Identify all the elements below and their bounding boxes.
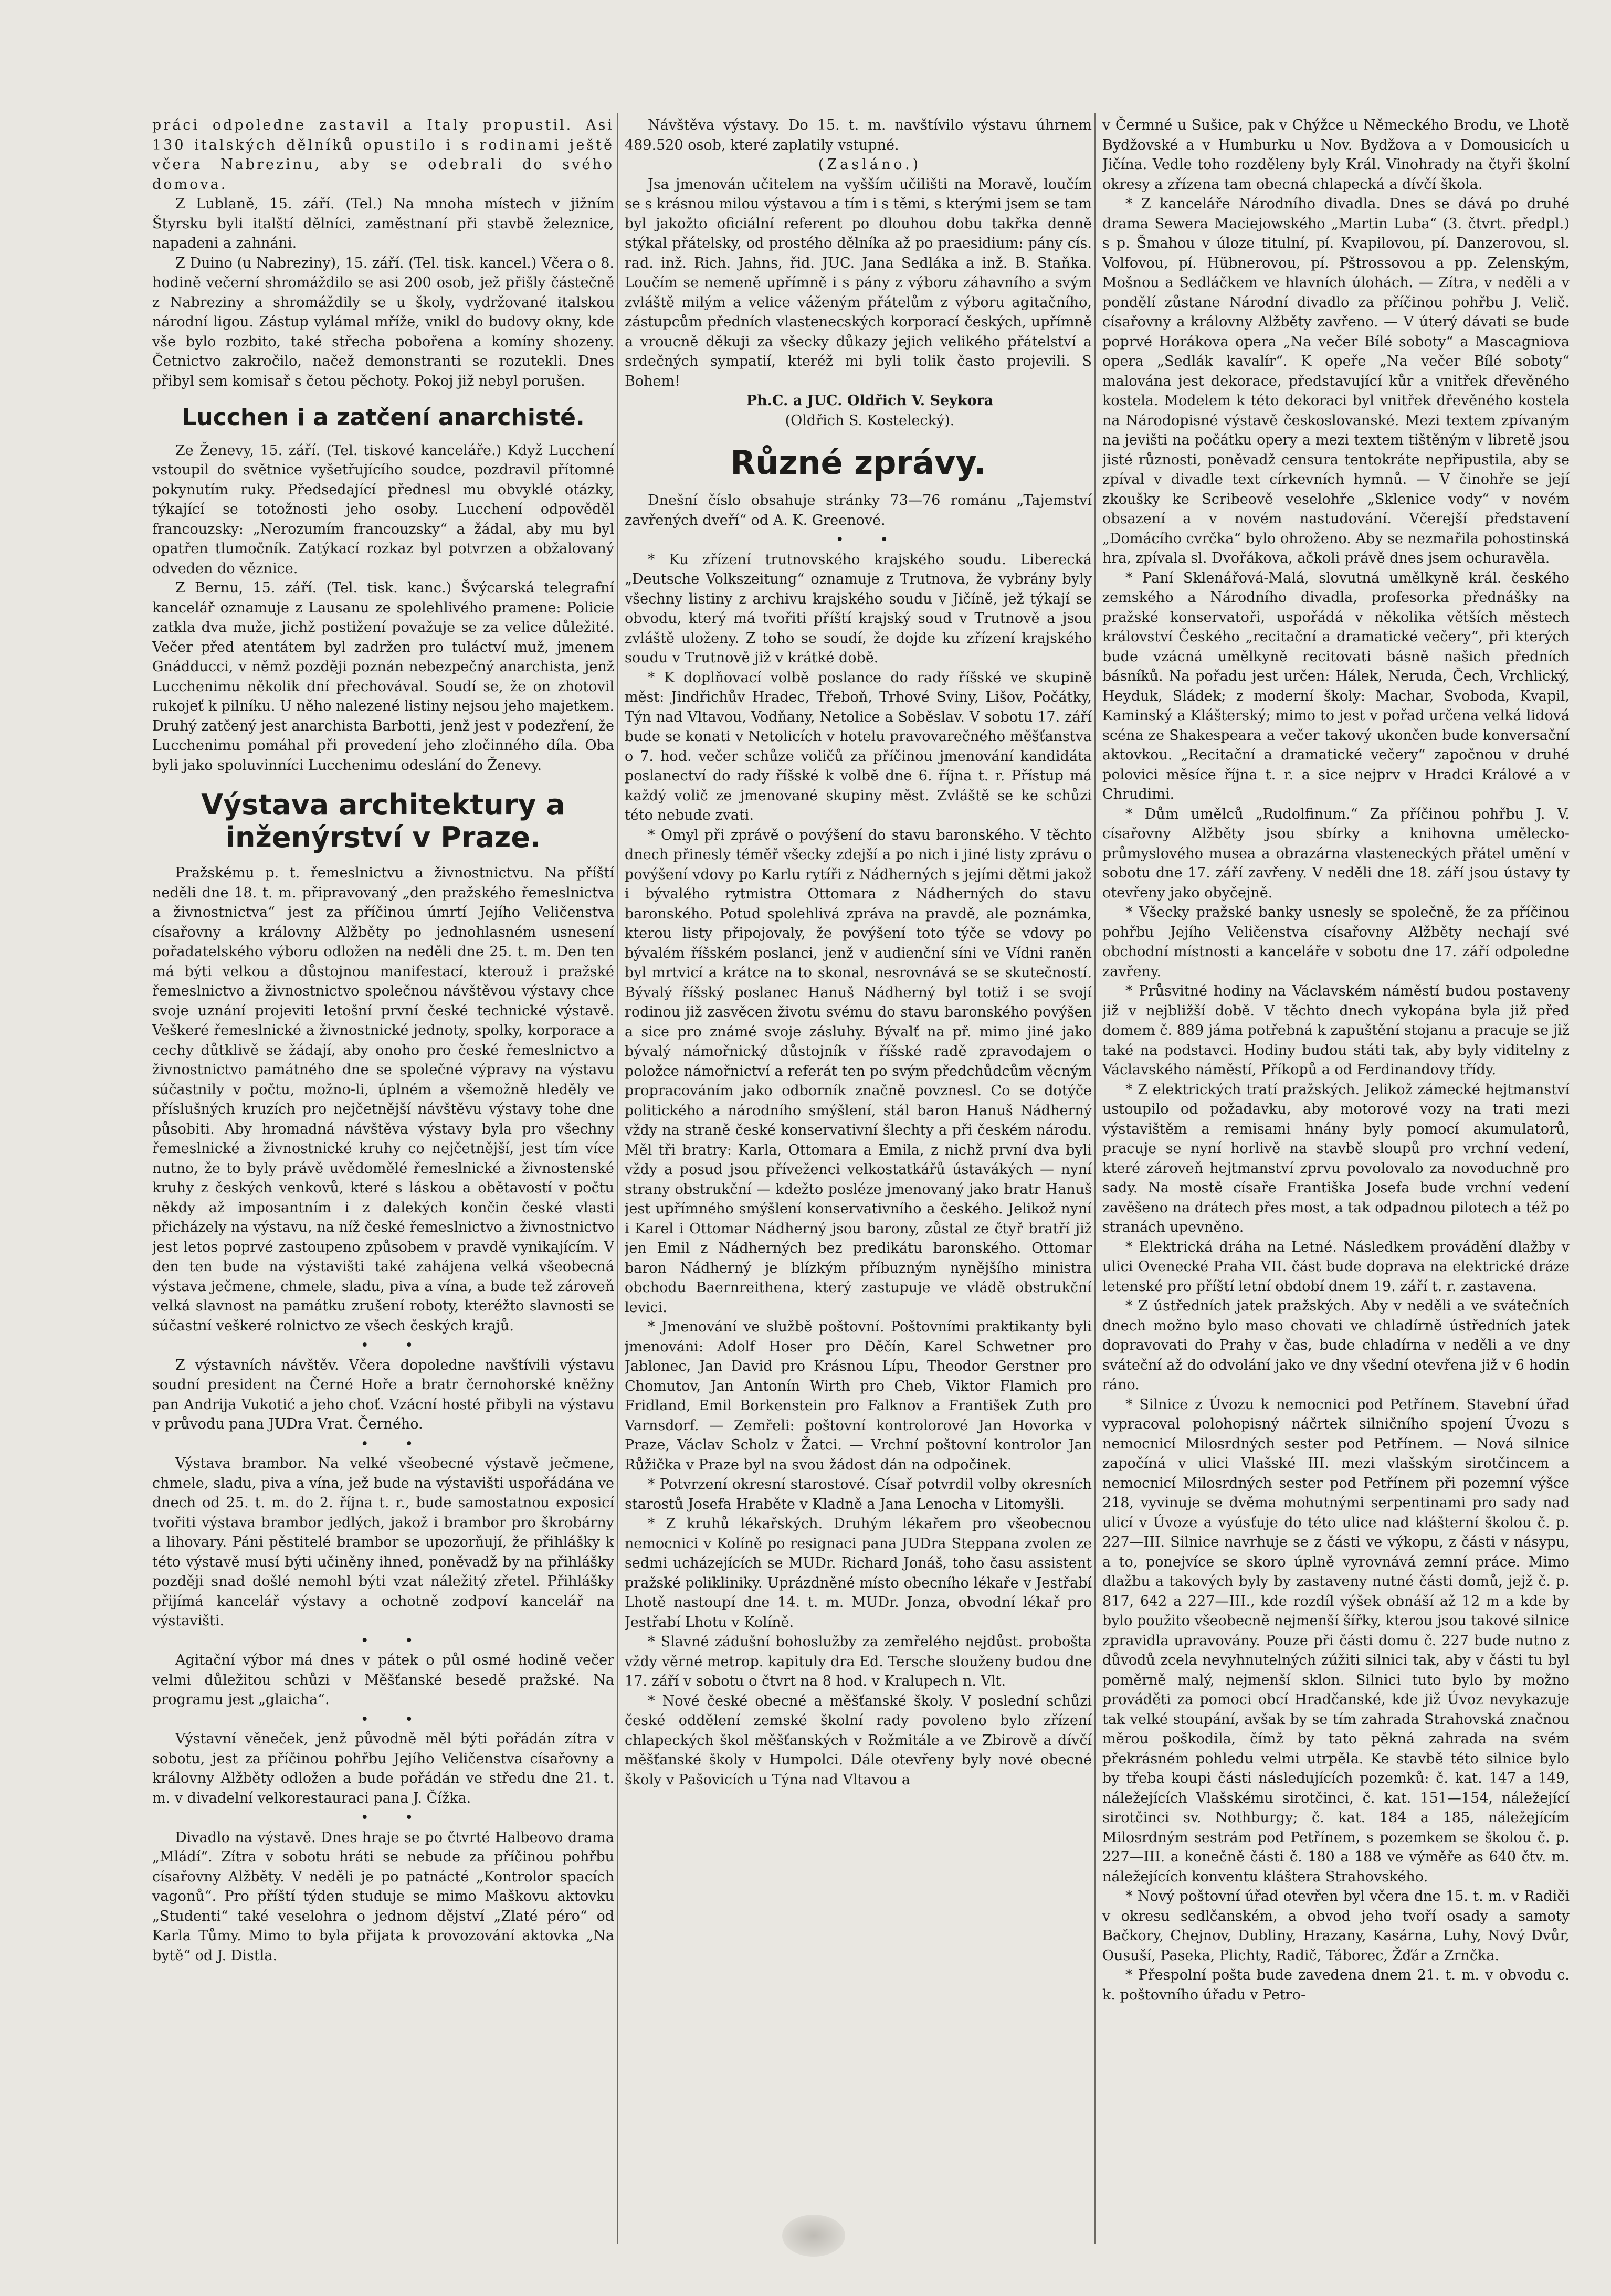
news-item-narodni-divadlo: * Z kanceláře Národního divadla. Dnes se dává po druhé drama Sewera Maciejowského „Martin Luba“ (3. čtvrt. předpl.) s p. Šmahou v úloze titulní, pí. Kvapilovou, pí. Danzerovou, sl. Volfovou, pí. Hübnerovou, pí. Pštrossovou a pp. Zelenským, Mošnou a Sedláčkem ve hlavních úlohách. — Zítra, v neděli a v pondělí zůstane Národní divadlo za příčinou pohřbu J. Velič. císařovny a královny Alžběty zavřeno. — V úterý dávati se bude poprvé Horákova opera „Na večer Bílé soboty“ a Mascagniova opera „Sedlák kavalír“. K opeře „Na večer Bílé soboty“ malována jest dekorace, představující kůr a vnitřek dřevěného kostela. Modelem k této dekoraci byl vnitřek dřevěného kostela na Národopisné výstavě českoslovanské. Mezi textem zpívaným na jevišti na počátku opery a mezi textem tištěným v libretě jsou jisté různosti, poněvadž censura tentokráte nepřipustila, aby se zpíval v divadle text církevních hymnů. — V činohře se její zkoušky ke Scribeově veselohře „Sklenice vody“ v novém obsazení a v novém nastudování. Včerejší představení „Domácího cvrčka“ bylo ohroženo. Aby se nezmařila pohostinská hra, zpívala sl. Dvořákova, ačkoli právě dnes jsem ochuravěla. [1102, 196, 1570, 566]
separator: • • [360, 1810, 429, 1826]
news-item-agitacni-vybor: Agitační výbor má dnes v pátek o půl osmé hodině večer velmi důležitou schůzi v Měšťanské besedě pražské. Na programu jest „glaicha“. [152, 1652, 614, 1708]
column-1 [152, 115, 614, 2236]
letter-signature: Ph.C. a JUC. Oldřich V. Seykora [746, 393, 994, 409]
letter-zaslano: Jsa jmenován učitelem na vyšším učilišti na Moravě, loučím se s krásnou milou výstavou a tím i s těmi, s kterými jsem se tam byl jakožto oficiální referent po dlouhou dobu takřka denně stýkal přátelsky, od prostého dělníka až po praesidium: pány cís. rad. inž. Rich. Jahns, řid. JUC. Jana Sedláka a inž. B. Staňka. Loučím se nemeně upřímně i s pány z výboru záhavního a svým zvláště milým a velice váženým přátelům z výboru agitačního, zástupcům předních vlastenecských korporací českých, upřímně a vroucně děkuji za všecky důkazy jejich velikého přátelství a srdečných sympatií, kteréž mi byli tolik často projevili. S Bohem! [625, 176, 1092, 389]
separator: • • [360, 1711, 429, 1728]
article-continuation: práci odpoledne zastavil a Italy propustil. Asi 130 italských dělníků opustilo i s rodinami ještě včera Nabrezinu, aby se odebrali do svého domova. [152, 117, 614, 193]
ink-smudge-mark [782, 2215, 845, 2257]
news-item-skoly-continued: v Čermné u Sušice, pak v Chýžce u Německého Brodu, ve Lhotě Bydžovské a v Humburku u Nov. Bydžova a v Domousicích u Jičína. Vedle toho rozděleny byly Král. Vinohrady na čtyři školní okresy a zřízena tam obecná chlapecká a dívčí škola. [1102, 117, 1570, 193]
news-item-trutnov: * Ku zřízení trutnovského krajského soudu. Liberecká „Deutsche Volkszeitung“ oznamuje z Trutnova, že vybrány byly všechny listiny z archivu krajského soudu v Jičíně, jež týkají se obvodu, který má tvořiti příští krajský soud v Trutnově a jsou zvláště uloženy. Z toho se soudí, že dojde ku zřízení krajského soudu v Trutnově již v krátké době. [625, 551, 1092, 666]
separator: • • [360, 1337, 429, 1354]
news-item-duino: Z Duino (u Nabreziny), 15. září. (Tel. tisk. kancel.) Včera o 8. hodině večerní shromáždilo se asi 200 osob, jež přišly částečně z Nabreziny a shromáždily se u školy, vydržované italskou národní ligou. Zástup vylámal mříže, vnikl do budovy okny, kde vše bylo rozbito, také střecha pobořena a komíny shozeny. Četnictvo zakročilo, načež demonstranti se rozutekli. Dnes přibyl sem komisař s četou pěchoty. Pokoj již nebyl porušen. [152, 255, 614, 389]
headline-vystava-architektury: Výstava architektury a inženýrství v Praze. [201, 788, 565, 854]
news-item-vystavni-navstevy: Z výstavních návštěv. Včera dopoledne navštívili výstavu soudní president na Černé Hoře a bratr černohorské kněžny pan Andrija Vukotić a jeho choť. Vzácní hosté přibyli na výstavu v průvodu pana JUDra Vrat. Černého. [152, 1357, 614, 1433]
section-title-ruzne-zpravy: Různé zprávy. [730, 443, 986, 482]
column-rule-2 [1094, 113, 1096, 2244]
news-item-roman: Dnešní číslo obsahuje stránky 73—76 románu „Tajemství zavřených dveří“ od A. K. Greenové. [625, 492, 1092, 528]
column-grid [152, 115, 1574, 2236]
news-item-elektricke-trate: * Z elektrických tratí pražských. Jelikož zámecké hejtmanství ustoupilo od požadavku, aby motorové vozy na trati mezi výstavištěm a remisami hnány byly pomocí akumulatorů, pracuje se nyní horlivě na stavbě sloupů pro vrchní vedení, které zároveň hejtmanství zprvu povolovalo za novoduchně pro sady. Na mostě císaře Františka Josefa bude vrchní vedení zavěšeno na drátech přes most, a tak odpadnou pilotech a též po stranách upevněno. [1102, 1081, 1570, 1235]
news-item-zeneva: Ze Ženevy, 15. září. (Tel. tiskové kanceláře.) Když Lucchení vstoupil do světnice vyšetřujícího soudce, pozdravil přítomné pokynutím ruky. Předsedající přednesl mu obvyklé otázky, týkající se totožnosti jeho osoby. Lucchení odpověděl francouzsky: „Nerozumím francouzsky“ a žádal, aby mu byl opatřen tlumočník. Zatýkací rozkaz byl potvrzen a obžalovaný odveden do věznice. [152, 442, 614, 577]
news-item-starostove: * Potvrzení okresní starostové. Císař potvrdil volby okresních starostů Josefa Hraběte v Kladně a Jana Lenocha v Litomyšli. [625, 1476, 1092, 1512]
letter-signature-alias: (Oldřich S. Kostelecký). [785, 412, 955, 429]
news-item-rudolfinum: * Dům umělců „Rudolfinum.“ Za příčinou pohřbu J. V. císařovny Alžběty jsou sbírky a knihovna umělecko-průmyslového musea a obrazárna vlasteneckých přátel umění v sobotu dne 17. září zavřeny. V neděli dne 18. září jsou ústavy ty otevřeny jako obyčejně. [1102, 806, 1570, 901]
column-3 [1102, 115, 1570, 2236]
news-item-remeslnictvo: Pražskému p. t. řemeslnictvu a živnostnictvu. Na příští neděli dne 18. t. m. připravovaný „den pražského řemeslnictva a živnostnictva“ jest za příčinou úmrtí Jejího Veličenstva císařovny a královny Alžběty po jednohlasném usnesení pořadatelského výboru odložen na neděli dne 25. t. m. Den ten má býti velkou a důstojnou manifestací, kterouž i pražské řemeslnictvo a živnostnictvo společnou návštěvou výstavy chce svoje uznání projeviti letošní první české technické výstavě. Veškeré řemeslnické a živnostnické jednoty, spolky, korporace a cechy důtklivě se žádají, aby onoho pro české řemeslnictvo a živnostnictvo památného dne se společné výpravy na výstavu súčastnily v počtu, možno-li, úplném a všemožně hleděly ve příslušných kruzích pro nejčetnější návštěvu výstavy tohe dne působiti. Aby hromadná návštěva výstavy byla pro všechny řemeslnické a živnostnické kruhy co nejčetnější, jest tím více nutno, že to byly právě uvědomělé řemeslnické a živnostenské kruhy z českých venkovů, které s láskou a obětavostí v počtu někdy až imposantním i z dalekých končin české vlasti přicházely na výstavu, na níž české řemeslnictvo a živnostnictvo jest letos poprvé zastoupeno způsobem v pravdě vynikajícím. V den ten bude na výstavišti také zahájena velká všeobecná výstava ječmene, chmele, sladu, piva a vína, a bude tež zároveň velká slavnost na památku zrušení roboty, kteréžto slavnosti se súčastní veškeré rolnictvo ze všech českých krajů. [152, 865, 614, 1334]
news-item-banky: * Všecky pražské banky usnesly se společně, že za příčinou pohřbu Jejího Veličenstva císařovny Alžběty nechají své obchodní místnosti a kanceláře v sobotu dne 17. září odpoledne zavřeny. [1102, 904, 1570, 980]
separator: • • [360, 1435, 429, 1452]
separator: • • [835, 532, 904, 548]
column-rule-1 [617, 113, 618, 2244]
news-item-letna: * Elektrická dráha na Letné. Následkem provádění dlažby v ulici Ovenecké Praha VII. část bude doprava na elektrické dráze letenské pro příští letní období dnem 19. září t. r. zastavena. [1102, 1239, 1570, 1295]
news-item-prespolni-posta: * Přespolní pošta bude zavedena dnem 21. t. m. v obvodu c. k. poštovního úřadu v Petro- [1102, 1967, 1570, 2003]
news-item-bohosluzby: * Slavné zádušní bohoslužby za zemřelého nejdůst. probošta vždy věrné metrop. kapituly dra Ed. Tersche slouženy budou dne 17. září v sobotu o čtvrt na 8 hod. v Kralupech n. Vlt. [625, 1634, 1092, 1690]
news-item-hodiny: * Průsvitné hodiny na Václavském náměstí budou postaveny již v nejbližší době. V těchto dnech vykopána byla již před domem č. 889 jáma potřebná k zapuštění stojanu a pracuje se již také na podstavci. Hodiny budou státi tak, aby byly viditelny z Václavského náměstí, Příkopů a od Ferdinandovy třídy. [1102, 983, 1570, 1078]
news-item-bern: Z Bernu, 15. září. (Tel. tisk. kanc.) Švýcarská telegrafní kancelář oznamuje z Lausanu ze spolehlivého pramene: Policie zatkla dva muže, jichž postižení považuje se za velice důležité. Večer před atentátem byl zadržen pro tuláctví muž, jmenem Gnádducci, v němž později poznán nebezpečný anarchista, jenž Lucchenimu několik dní přechovával. Soudí se, že on zhotovil rukojeť k pilníku. U něho nalezené listiny nejsou jeho majetkem. Druhý zatčený jest anarchista Barbotti, jenž jest v podezření, že Lucchenimu pomáhal při provedení jeho zločinného díla. Oba byli jako spoluvinníci Lucchenimu odeslání do Ženevy. [152, 580, 614, 774]
news-item-divadlo: Divadlo na výstavě. Dnes hraje se po čtvrté Halbeovo drama „Mládí“. Zítra v sobotu hráti se nebude za příčinou pohřbu císařovny Alžběty. V neděli je po patnácté „Kontrolor spacích vagonů“. Pro příští týden studuje se mimo Maškovu aktovku „Studenti“ také veselohra o jednom dějství „Zlaté péro“ od Karla Tůmy. Mimo to byla přijata k provozování aktovka „Na bytě“ od J. Distla. [152, 1829, 614, 1964]
news-item-navsteva-vystavy: Návštěva výstavy. Do 15. t. m. navštívilo výstavu úhrnem 489.520 osob, které zaplatily vstupné. [625, 117, 1092, 153]
news-item-vystavni-venecek: Výstavní věneček, jenž původně měl býti pořádán zítra v sobotu, jest za příčinou pohřbu Jejího Veličenstva císařovny a královny Alžběty odložen a bude pořádán ve středu dne 21. t. m. v divadelní velkorestauraci pana J. Čížka. [152, 1731, 614, 1806]
news-item-lublan: Z Lublaně, 15. září. (Tel.) Na mnoha místech v jižním Štyrsku byli italští dělníci, zaměstnaní při stavbě železnice, napadeni a zahnáni. [152, 196, 614, 251]
news-item-skoly: * Nové české obecné a měšťanské školy. V poslední schůzi české oddělení zemské školní rady povoleno bylo zřízení chlapeckých škol měšťanských v Rožmitále a ve Zbirově a dívčí měšťanské školy v Humpolci. Dále otevřeny byly nové obecné školy v Pašovicích u Týna nad Vltavou a [625, 1692, 1092, 1788]
news-item-vystava-brambor: Výstava brambor. Na velké všeobecné výstavě ječmene, chmele, sladu, piva a vína, jež bude na výstavišti uspořádána ve dnech od 25. t. m. do 2. října t. r., bude samostatnou exposicí tvořiti výstava brambor jedlých, jakož i brambor pro škrobárny a lihovary. Páni pěstitelé brambor se upozorňují, že přihlášky k této výstavě musí býti učiněny ihned, poněvadž by na přihlášky později snad došlé nemohl býti vzat náležitý zřetel. Přihlášky přijímá kancelář výstavy a ochotně zodpoví kancelář na výstavišti. [152, 1455, 614, 1630]
column-2 [625, 115, 1092, 2236]
news-item-doplnovaci-volba: * K doplňovací volbě poslance do rady říšské ve skupině měst: Jindřichův Hradec, Třeboň, Trhové Sviny, Lišov, Počátky, Týn nad Vltavou, Vodňany, Netolice a Soběslav. V sobotu 17. září bude se konati v Netolicích v hotelu pravovarečného měšťanstva o 7. hod. večer schůze voličů za příčinou jmenování kandidáta poslanectví do rady říšské k volbě dne 6. října t. r. Přístup má každý volič ze jmenované skupiny měst. Zvláště se ke schůzi této nebude zvati. [625, 669, 1092, 824]
news-item-omyl: * Omyl při zprávě o povýšení do stavu baronského. V těchto dnech přinesly téměř všecky zdejší a po nich i jiné listy zprávu o povýšení vdovy po Karlu rytíři z Nádherných s jejími dětmi jakož i bývalého rytmistra Ottomara z Nádherných do stavu baronského. Potud spolehlivá zpráva na pravdě, ale poznámka, kterou listy připojovaly, že povýšení toto týče se vdovy po bývalém říšském poslanci, jenž v audienční síni ve Vídni raněn byl mrtvicí a krátce na to skonal, nesrovnává se se skutečností. Bývalý říšský poslanec Hanuš Nádherný byl totiž i se svojí rodinou již zasvěcen životu svému do stavu baronského povýšen a sice pro známé svoje zásluhy. Bývalť na př. mimo jiné jako bývalý námořnický důstojník v říšské radě zpravodajem o položce námořnictví a referát ten po svým předchůdcům věcným propracováním jako odborník značně povznesl. Co se dotýče politického a národního smýšlení, stál baron Hanuš Nádherný vždy na straně české konservativní šlechty a při českém národu. Měl tři bratry: Karla, Ottomara a Emila, z nichž první dva byli vždy a posud jsou příveženci velkostatkářů ústavákých — nyní strany obstrukční — kdežto posléze jmenovaný jako bratr Hanuš jest upřímného smýšlení konservativního a českého. Jelikož nyní i Karel i Ottomar Nádherný jsou barony, zůstal ze čtyř bratří již jen Emil z Nádherných bez predikátu baronského. Ottomar baron Nádherný je blízkým příbuzným nynějšího ministra obchodu Baernreithena, který zastupuje ve vládě obstrukční levici. [625, 827, 1092, 1316]
news-item-silnice-uvoz: * Silnice z Úvozu k nemocnici pod Petřínem. Stavební úřad vypracoval polohopisný náčrtek silničního spojení Úvozu s nemocnicí Milosrdných sester pod Petřínem. — Nová silnice započíná v ulici Vlašské III. mezi vlašským sirotčincem a nemocnicí Milosrdných sester pod Petřínem při pozemní výšce 218, vyvinuje se dvěma mohutnými serpentinami pro sady nad ulicí v Úvoze a vyúsťuje do této ulice nad klášterní školou č. p. 227—III. Silnice navrhuje se z části ve výkopu, z části v násypu, a to, ponejvíce se skoro úplně vyrovnává zemní práce. Mimo dlažbu a takových byly by zastaveny nutné části domů, jejž č. p. 817, 642 a 227—III., kde rozdíl výšek obnáší až 12 m a kde by bylo použito všeobecně nejmenší šířky, kterou jsou takové silnice zpravidla upravovány. Pouze při části domu č. 227 bude nutno z důvodů zcela nevyhnutelných zúžiti silnici tak, aby v části tu byl poměrně malý, nejmenší sklon. Silnici tuto bylo by možno prováděti za pomoci obcí Hradčanské, kde již Úvoz nevykazuje tak velké stoupání, avšak by se tím zahrada Strahovská značnou měrou poškodila, čímž by tato pěkná zahrada na svém překrásném pohledu velmi utrpěla. Ke stavbě této silnice bylo by třeba koupi části následujících pozemků: č. kat. 147 a 149, náležejících Vlašskému sirotčinci, č. kat. 151—154, náležející sirotčinci sv. Nothburgy; č. kat. 184 a 185, náležejícím Milosrdným sestrám pod Petřínem, s pozemkem se školou č. p. 227—III. a konečně části č. 180 a 188 ve výměře as 640 čtv. m. náležejících konventu kláštera Strahovského. [1102, 1396, 1570, 1885]
separator: • • [360, 1632, 429, 1649]
news-item-postovni-urad: * Nový poštovní úřad otevřen byl včera dne 15. t. m. v Radiči v okresu sedlčanském, a obvod jeho tvoří osady a samoty Bačkory, Chejnov, Dubliny, Hrazany, Kasárna, Luhy, Nový Dvůr, Ousuší, Paseka, Plichty, Radič, Táborec, Žďár a Zrnčka. [1102, 1888, 1570, 1964]
zaslano-label: (Zasláno.) [818, 156, 922, 173]
headline-lucchen: Lucchen i a zatčení anarchisté. [182, 404, 585, 431]
news-item-lekari: * Z kruhů lékařských. Druhým lékařem pro všeobecnou nemocnici v Kolíně po resignaci pana JUDra Steppana zvolen ze sedmi ucházejících se MUDr. Richard Jonáš, toho času assistent pražské polikliniky. Uprázdněné místo obecního lékaře v Jestřabí Lhotě nastoupí dne 14. t. m. MUDr. Jonza, obvodní lékař pro Jestřabí Lhotu v Kolíně. [625, 1516, 1092, 1631]
news-item-sklenarova: * Paní Sklenářová-Malá, slovutná umělkyně král. českého zemského a Národního divadla, profesorka přednášky na pražské konservatoři, uspořádá v několika větších městech království Českého „recitační a dramatické večery“, při kterých bude vzácná umělkyně recitovati básně našich předních básníků. Na pořadu jest určen: Hálek, Neruda, Čech, Vrchlický, Heyduk, Sládek; z moderní školy: Machar, Svoboda, Kvapil, Kaminský a Klášterský; mimo to jest v pořad určena velká lidová scéna ze Shakespeara a večer takový ukončen bude konversační aktovkou. „Recitační a dramatické večery“ započnou v druhé polovici měsíce října t. r. a sice nejprv v Hradci Králové a v Chrudimi. [1102, 569, 1570, 802]
news-item-jmenovani-posta: * Jmenování ve službě poštovní. Poštovními praktikanty byli jmenováni: Adolf Hoser pro Děčín, Karel Schwetner pro Jablonec, Jan David pro Krásnou Lípu, Theodor Gerstner pro Chomutov, Jan Antonín Wirth pro Cheb, Viktor Flamich pro Fridland, Emil Borkenstein pro Falknov a František Zuth pro Varnsdorf. — Zemřeli: poštovní kontrolorové Jan Hovorka v Praze, Václav Scholz v Žatci. — Vrchní poštovní kontrolor Jan Růžička v Praze byl na svou žádost dán na odpočinek. [625, 1319, 1092, 1473]
news-item-jatky: * Z ústředních jatek pražských. Aby v neděli a ve svátečních dnech možno bylo maso chovati ve chladírně ústředních jatek dopravovati do Prahy v čas, bude chladírna v neděli a ve dny sváteční až do odvolání jako ve dny všední otevřena již v 6 hodin ráno. [1102, 1298, 1570, 1393]
